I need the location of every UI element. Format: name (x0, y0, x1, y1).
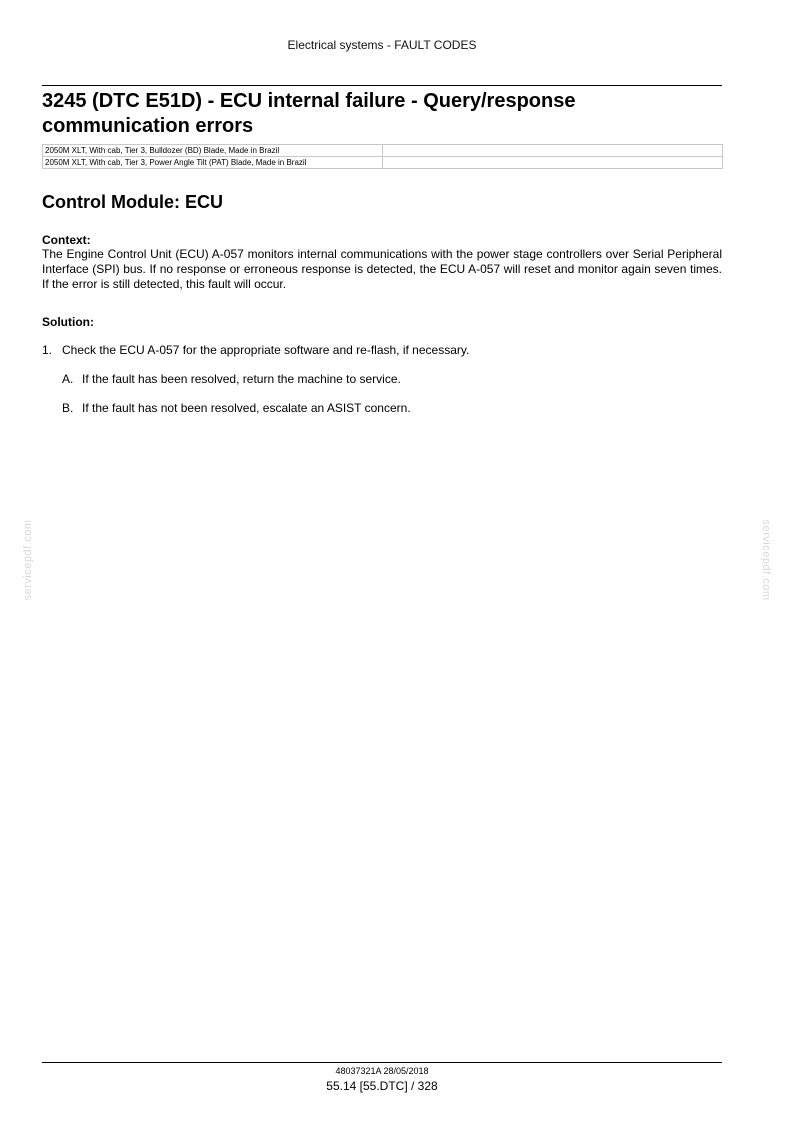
substep-text: If the fault has not been resolved, escalate an ASIST concern. (82, 401, 411, 415)
watermark-left: servicepdf.com (22, 519, 34, 601)
applicability-extra (383, 157, 723, 169)
header-rule (42, 85, 722, 86)
applicability-row (43, 145, 723, 157)
applicability-extra (383, 145, 723, 157)
footer-rule (42, 1062, 722, 1063)
solution-substep (62, 372, 401, 386)
solution-label: Solution: (42, 315, 94, 329)
applicability-row (43, 157, 723, 169)
document-reference: 48037321A 28/05/2018 (335, 1066, 429, 1076)
context-text: The Engine Control Unit (ECU) A-057 monitors internal communications with the power stage controllers over Serial Peripheral Interface (SPI) bus. If no response or erroneous response is detected, the ECU A-057 will reset and monitor again seven times. If the error is still detected, this fault will occur. (42, 247, 722, 291)
applicability-table (42, 144, 723, 169)
applicability-model: 2050M XLT, With cab, Tier 3, Bulldozer (BD) Blade, Made in Brazil (43, 145, 383, 157)
fault-title: 3245 (DTC E51D) - ECU internal failure - Query/response communication errors (42, 90, 576, 137)
step-text: Check the ECU A-057 for the appropriate software and re-flash, if necessary. (62, 343, 470, 357)
step-number: 1. (42, 343, 53, 357)
watermark-right: servicepdf.com (760, 519, 772, 601)
substep-letter: B. (62, 401, 74, 415)
substep-letter: A. (62, 372, 74, 386)
control-module-heading: Control Module: ECU (42, 192, 223, 212)
solution-step (42, 343, 469, 357)
context-label: Context: (42, 233, 91, 247)
page-reference: 55.14 [55.DTC] / 328 (326, 1079, 438, 1093)
applicability-model: 2050M XLT, With cab, Tier 3, Power Angle Tilt (PAT) Blade, Made in Brazil (43, 157, 383, 169)
solution-substep (62, 401, 411, 415)
substep-text: If the fault has been resolved, return the machine to service. (82, 372, 401, 386)
running-header: Electrical systems - FAULT CODES (287, 38, 477, 52)
